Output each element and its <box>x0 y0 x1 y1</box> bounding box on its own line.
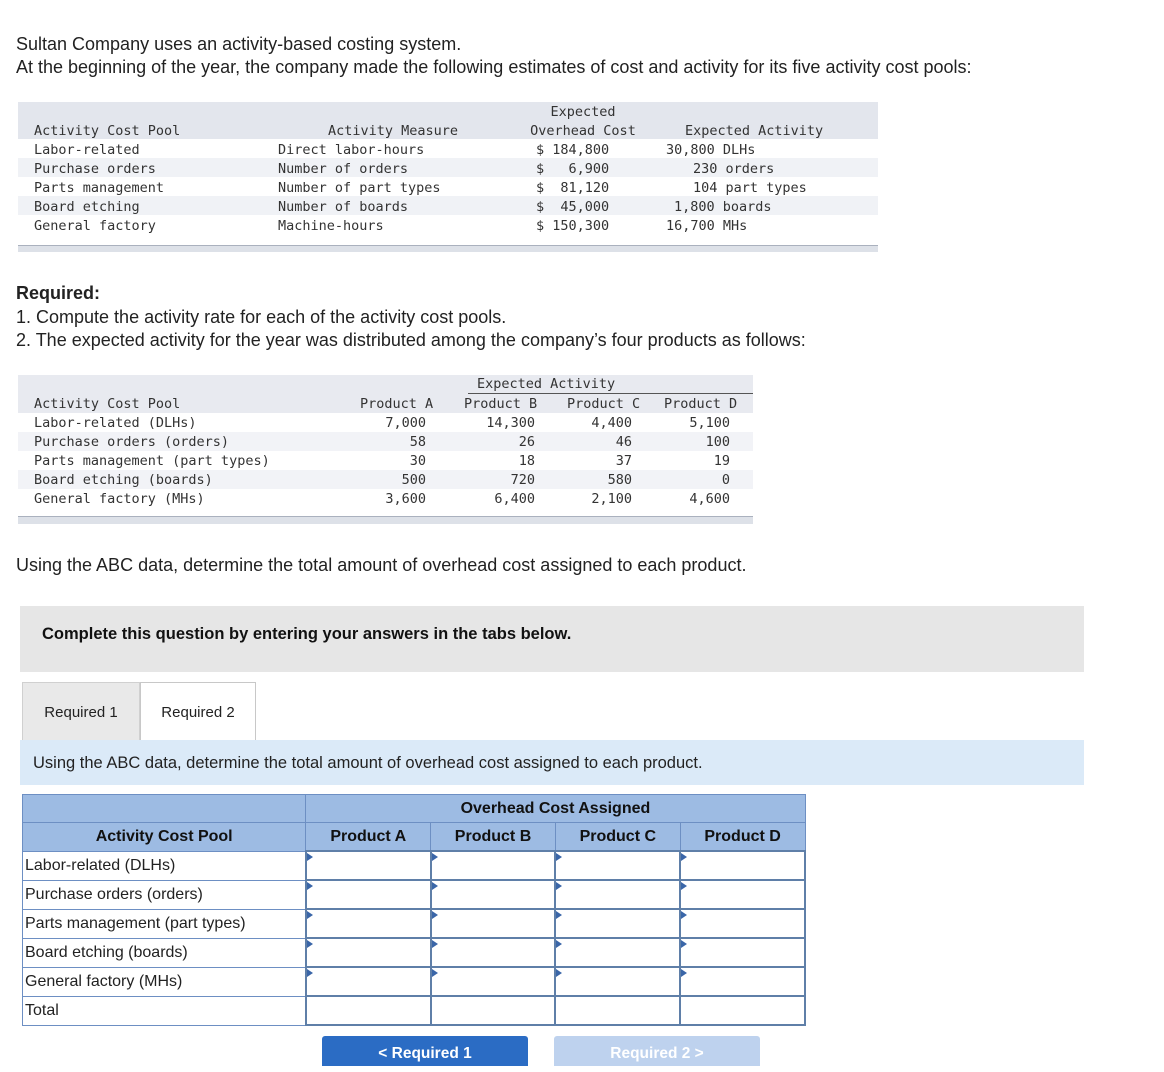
product-d-input[interactable] <box>681 853 808 879</box>
product-d-input[interactable] <box>681 882 808 908</box>
tab-label: Required 2 <box>161 704 235 721</box>
intro-line-1: Sultan Company uses an activity-based costing system. <box>16 34 462 54</box>
product-d-value: 19 <box>713 453 730 469</box>
question-text: Using the ABC data, determine the total amount of overhead cost assigned to each product. <box>16 555 747 575</box>
total-row <box>23 996 806 1025</box>
expected-activity-table <box>18 375 753 525</box>
edit-marker-icon <box>556 853 562 861</box>
product-a-header: Product A <box>306 823 431 852</box>
activity-measure: Direct labor-hours <box>278 142 425 158</box>
total-cell <box>431 996 556 1025</box>
tab-label: Required 1 <box>44 704 118 721</box>
product-c-header: Product C <box>555 823 680 852</box>
product-a-value: 7,000 <box>385 415 426 431</box>
product-a-value: 58 <box>409 434 426 450</box>
table-row <box>23 967 806 996</box>
activity-measure: Number of boards <box>278 199 409 215</box>
overhead-cost-assigned-header: Overhead Cost Assigned <box>306 795 805 823</box>
answer-cell[interactable] <box>680 880 805 909</box>
edit-marker-icon <box>556 969 562 977</box>
product-c-input[interactable] <box>556 882 683 908</box>
edit-marker-icon <box>307 911 313 919</box>
header-activity-measure: Activity Measure <box>328 123 459 139</box>
answer-cell[interactable] <box>680 967 805 996</box>
answer-cell[interactable] <box>306 967 431 996</box>
product-b-input[interactable] <box>432 940 559 966</box>
pool-name: Purchase orders <box>34 161 156 177</box>
header-product-d: Product D <box>664 396 738 412</box>
edit-marker-icon <box>307 940 313 948</box>
header-expected-activity: Expected Activity <box>685 123 824 139</box>
activity-measure: Number of part types <box>278 180 441 196</box>
product-c-value: 4,400 <box>591 415 632 431</box>
product-a-input[interactable] <box>307 940 434 966</box>
required-items <box>16 306 806 352</box>
answer-cell[interactable] <box>306 938 431 967</box>
edit-marker-icon <box>307 853 313 861</box>
tab-instruction-bar <box>20 740 1084 785</box>
product-a-value: 3,600 <box>385 491 426 507</box>
product-b-value: 14,300 <box>486 415 535 431</box>
product-b-value: 720 <box>510 472 535 488</box>
answer-cell[interactable] <box>680 851 805 880</box>
product-b-value: 26 <box>518 434 535 450</box>
overhead-cost: $ 184,800 <box>536 142 610 158</box>
table-row <box>23 851 806 880</box>
answer-cell[interactable] <box>431 880 556 909</box>
edit-marker-icon <box>681 853 687 861</box>
overhead-cost: $ 6,900 <box>536 161 610 177</box>
row-label: Board etching (boards) <box>23 938 306 967</box>
edit-marker-icon <box>307 969 313 977</box>
edit-marker-icon <box>681 911 687 919</box>
pool-name: Board etching (boards) <box>34 472 213 488</box>
product-d-input[interactable] <box>681 911 808 937</box>
instructions-box <box>20 606 1084 672</box>
header-product-b: Product B <box>464 396 538 412</box>
product-a-input[interactable] <box>307 911 434 937</box>
expected-activity: 30,800 DLHs <box>666 142 756 158</box>
total-cell <box>306 996 431 1025</box>
edit-marker-icon <box>556 940 562 948</box>
tab-instruction-text: Using the ABC data, determine the total amount of overhead cost assigned to each product. <box>33 754 703 772</box>
row-label: Parts management (part types) <box>23 909 306 938</box>
edit-marker-icon <box>556 882 562 890</box>
expected-activity: 16,700 MHs <box>666 218 748 234</box>
instructions-text: Complete this question by entering your answers in the tabs below. <box>42 625 572 643</box>
pool-name: Labor-related <box>34 142 140 158</box>
overhead-cost: $ 45,000 <box>536 199 610 215</box>
edit-marker-icon <box>432 911 438 919</box>
answer-cell[interactable] <box>431 938 556 967</box>
intro-text <box>16 33 972 79</box>
product-d-value: 0 <box>721 472 730 488</box>
expected-activity: 104 part types <box>693 180 807 196</box>
header-product-a: Product A <box>360 396 434 412</box>
product-d-header: Product D <box>680 823 805 852</box>
answer-cell[interactable] <box>555 909 680 938</box>
intro-line-2: At the beginning of the year, the company made the following estimates of cost and activity for its five activity cost pools: <box>16 57 972 77</box>
edit-marker-icon <box>432 940 438 948</box>
tab-required-1[interactable] <box>22 682 140 740</box>
pool-name: General factory (MHs) <box>34 491 205 507</box>
product-a-input[interactable] <box>307 969 434 995</box>
answer-cell[interactable] <box>306 851 431 880</box>
header-cost-line2: Overhead Cost <box>530 123 636 139</box>
header-product-c: Product C <box>567 396 641 412</box>
table-row <box>23 909 806 938</box>
answer-cell[interactable] <box>555 938 680 967</box>
tab-required-2[interactable] <box>140 682 256 740</box>
pool-name: Parts management (part types) <box>34 453 270 469</box>
edit-marker-icon <box>307 882 313 890</box>
product-b-input[interactable] <box>432 911 559 937</box>
product-b-header: Product B <box>431 823 556 852</box>
pool-name: General factory <box>34 218 156 234</box>
overhead-cost: $ 81,120 <box>536 180 610 196</box>
answer-cell[interactable] <box>680 938 805 967</box>
required-heading: Required: <box>16 283 101 303</box>
answer-cell[interactable] <box>431 909 556 938</box>
expected-activity: 230 orders <box>693 161 775 177</box>
overhead-cost: $ 150,300 <box>536 218 610 234</box>
answer-cell[interactable] <box>431 967 556 996</box>
edit-marker-icon <box>681 969 687 977</box>
row-label: General factory (MHs) <box>23 967 306 996</box>
product-b-input[interactable] <box>432 853 559 879</box>
total-cell <box>680 996 805 1025</box>
edit-marker-icon <box>556 911 562 919</box>
required-item-2: 2. The expected activity for the year was distributed among the company’s four products as follows: <box>16 330 806 350</box>
edit-marker-icon <box>432 969 438 977</box>
product-c-value: 2,100 <box>591 491 632 507</box>
pool-name: Labor-related (DLHs) <box>34 415 197 431</box>
required-item-1: 1. Compute the activity rate for each of the activity cost pools. <box>16 307 507 327</box>
cost-pool-estimates-table <box>18 102 878 251</box>
product-c-input[interactable] <box>556 969 683 995</box>
pool-name: Board etching <box>34 199 140 215</box>
total-cell <box>555 996 680 1025</box>
product-c-input[interactable] <box>556 853 683 879</box>
product-c-value: 37 <box>615 453 632 469</box>
product-c-value: 580 <box>607 472 632 488</box>
pool-name: Purchase orders (orders) <box>34 434 230 450</box>
next-required-2-button[interactable]: Required 2 > <box>554 1036 760 1066</box>
edit-marker-icon <box>681 940 687 948</box>
edit-marker-icon <box>681 882 687 890</box>
answer-cell[interactable] <box>555 967 680 996</box>
product-a-input[interactable] <box>307 882 434 908</box>
product-d-value: 4,600 <box>689 491 730 507</box>
row-label: Total <box>23 996 306 1025</box>
product-d-value: 100 <box>705 434 730 450</box>
row-label: Purchase orders (orders) <box>23 880 306 909</box>
activity-cost-pool-header: Activity Cost Pool <box>23 823 306 852</box>
header-activity-cost-pool: Activity Cost Pool <box>34 396 181 412</box>
product-b-input[interactable] <box>432 969 559 995</box>
product-d-value: 5,100 <box>689 415 730 431</box>
product-b-value: 18 <box>518 453 535 469</box>
header-activity-cost-pool: Activity Cost Pool <box>34 123 181 139</box>
table-row <box>23 880 806 909</box>
previous-required-1-button[interactable]: < Required 1 <box>322 1036 528 1066</box>
product-d-input[interactable] <box>681 940 808 966</box>
product-c-value: 46 <box>615 434 632 450</box>
answer-cell[interactable] <box>680 909 805 938</box>
answer-cell[interactable] <box>306 880 431 909</box>
product-c-input[interactable] <box>556 911 683 937</box>
table-row <box>23 938 806 967</box>
activity-measure: Machine-hours <box>278 218 384 234</box>
answer-table <box>22 794 806 1026</box>
answer-cell[interactable] <box>431 851 556 880</box>
product-a-value: 30 <box>409 453 426 469</box>
product-c-input[interactable] <box>556 940 683 966</box>
answer-cell[interactable] <box>555 880 680 909</box>
edit-marker-icon <box>432 882 438 890</box>
activity-measure: Number of orders <box>278 161 409 177</box>
answer-cell[interactable] <box>555 851 680 880</box>
product-a-input[interactable] <box>307 853 434 879</box>
product-a-value: 500 <box>401 472 426 488</box>
row-label: Labor-related (DLHs) <box>23 851 306 880</box>
edit-marker-icon <box>432 853 438 861</box>
pool-name: Parts management <box>34 180 165 196</box>
header-cost-line1: Expected <box>550 104 616 120</box>
product-b-value: 6,400 <box>494 491 535 507</box>
expected-activity: 1,800 boards <box>674 199 772 215</box>
product-d-input[interactable] <box>681 969 808 995</box>
answer-cell[interactable] <box>306 909 431 938</box>
product-b-input[interactable] <box>432 882 559 908</box>
expected-activity-header: Expected Activity <box>477 376 616 392</box>
